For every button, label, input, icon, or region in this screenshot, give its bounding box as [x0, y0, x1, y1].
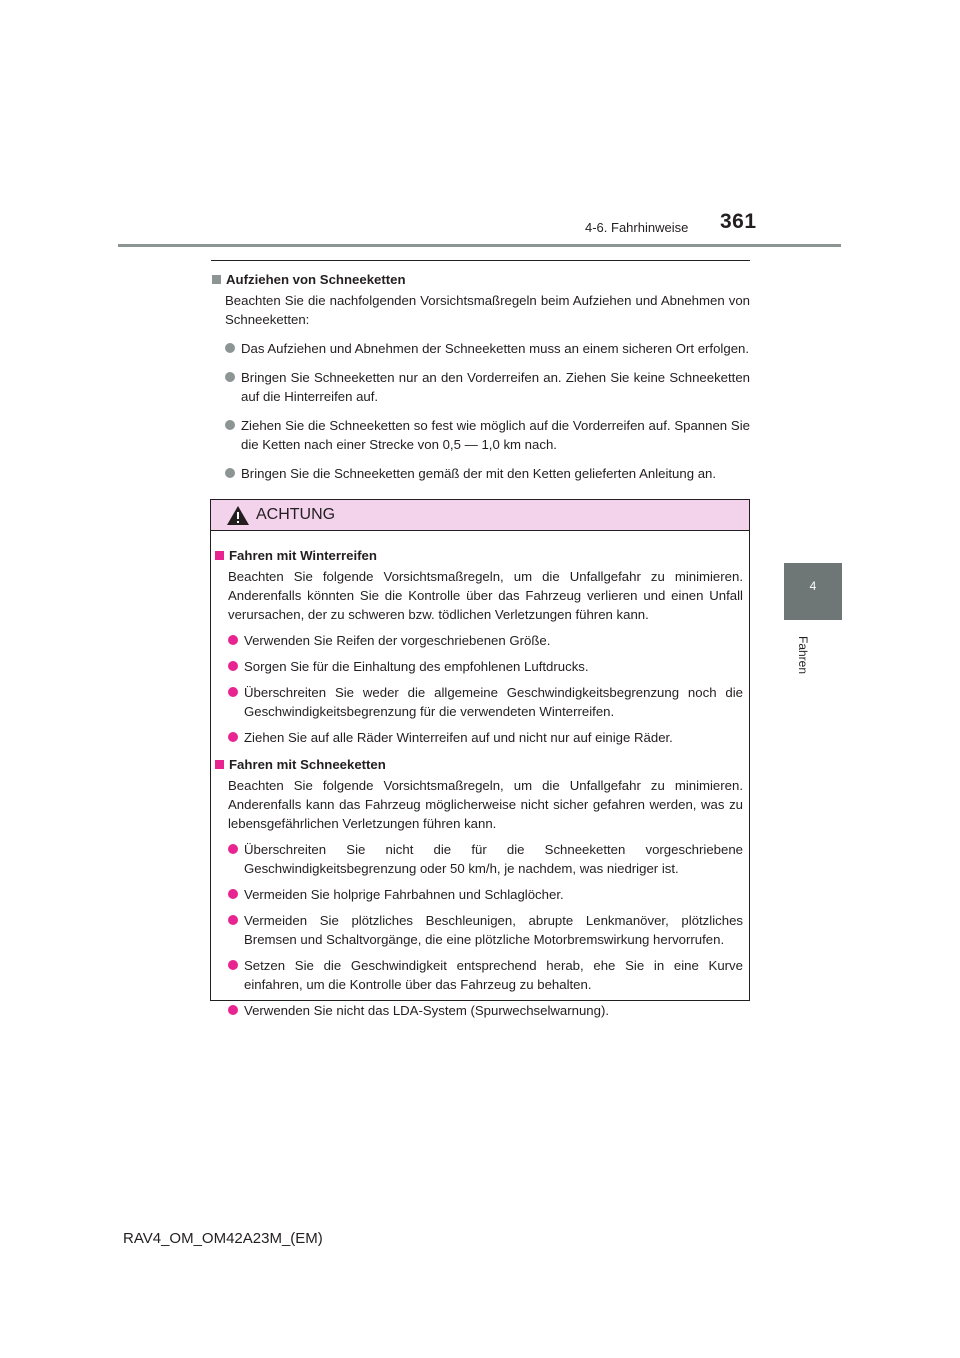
warning-header: [211, 500, 749, 531]
subheading-text: Fahren mit Schneeketten: [229, 757, 386, 772]
list-item: [228, 728, 743, 747]
warning-text: Beachten Sie folgende Vorsichtsmaßregeln, um die Unfallgefahr zu minimieren. Anderenfalls kann das Fahrzeug möglicherweise nicht sicher gefahren werden, was zu lebensgefährlichen Verletzungen führen kann.: [228, 778, 743, 831]
list-item: [228, 1001, 743, 1020]
list-item: [228, 956, 743, 994]
circle-bullet-icon: [228, 889, 238, 899]
circle-bullet-icon: [225, 372, 235, 382]
circle-bullet-icon: [228, 687, 238, 697]
circle-bullet-icon: [225, 468, 235, 478]
warning-body: [215, 542, 743, 1020]
list-item-text: Verwenden Sie nicht das LDA-System (Spurwechselwarnung).: [244, 1003, 610, 1018]
warning-title: ACHTUNG: [256, 506, 336, 523]
warning-box: [210, 499, 750, 1018]
list-item-text: Setzen Sie die Geschwindigkeit entsprechend herab, ehe Sie in eine Kurve einfahren, um die Kontrolle über das Fahrzeug zu behalten.: [244, 958, 743, 992]
list-item: [225, 339, 750, 358]
list-item: [228, 885, 743, 904]
warning-subheading: [215, 755, 743, 774]
warning-text: Beachten Sie folgende Vorsichtsmaßregeln, um die Unfallgefahr zu minimieren. Anderenfalls könnten Sie die Kontrolle über das Fahrzeug verlieren und einen Unfall verursachen, der zu schweren bzw. tödlichen Verletzungen führen kann.: [228, 569, 743, 622]
square-bullet-icon: [215, 760, 224, 769]
warning-subheading: [215, 546, 743, 565]
square-bullet-icon: [215, 551, 224, 560]
intro-text: Beachten Sie die nachfolgenden Vorsichtsmaßregeln beim Aufziehen und Abnehmen von Schneeketten:: [225, 293, 750, 327]
circle-bullet-icon: [225, 343, 235, 353]
warning-triangle-icon: [227, 506, 249, 525]
page-number: 361: [720, 210, 757, 233]
circle-bullet-icon: [228, 661, 238, 671]
list-item-text: Überschreiten Sie weder die allgemeine Geschwindigkeitsbegrenzung noch die Geschwindigkeitsbegrenzung für die verwendeten Winterreifen.: [244, 685, 743, 719]
list-item: [228, 840, 743, 878]
circle-bullet-icon: [228, 844, 238, 854]
list-item-text: Ziehen Sie die Schneeketten so fest wie möglich auf die Vorderreifen auf. Spannen Sie die Ketten nach einer Strecke von 0,5 — 1,0 km nach.: [241, 418, 750, 452]
list-item: [225, 416, 750, 454]
chapter-label-wrap: [796, 630, 810, 680]
document-code: RAV4_OM_OM42A23M_(EM): [123, 1230, 323, 1247]
circle-bullet-icon: [228, 732, 238, 742]
list-item-text: Verwenden Sie Reifen der vorgeschriebenen Größe.: [244, 633, 551, 648]
list-item: [225, 368, 750, 406]
list-item-text: Bringen Sie Schneeketten nur an den Vorderreifen an. Ziehen Sie keine Schneeketten auf die Hinterreifen auf.: [241, 370, 750, 404]
circle-bullet-icon: [228, 960, 238, 970]
circle-bullet-icon: [225, 420, 235, 430]
square-bullet-icon: [212, 275, 221, 284]
circle-bullet-icon: [228, 1005, 238, 1015]
list-item: [225, 464, 750, 483]
list-item-text: Sorgen Sie für die Einhaltung des empfohlenen Luftdrucks.: [244, 659, 589, 674]
list-item: [228, 911, 743, 949]
section-title: 4-6. Fahrhinweise: [585, 220, 689, 235]
subheading-text: Fahren mit Winterreifen: [229, 548, 377, 563]
list-item: [228, 683, 743, 721]
circle-bullet-icon: [228, 915, 238, 925]
circle-bullet-icon: [228, 635, 238, 645]
list-item-text: Das Aufziehen und Abnehmen der Schneeketten muss an einem sicheren Ort erfolgen.: [241, 341, 750, 356]
chapter-tab[interactable]: 4: [784, 563, 842, 620]
list-item: [228, 631, 743, 650]
list-item-text: Bringen Sie die Schneeketten gemäß der mit den Ketten gelieferten Anleitung an.: [241, 466, 717, 481]
list-item: [228, 657, 743, 676]
heading-text: Aufziehen von Schneeketten: [226, 272, 406, 287]
snow-chains-section: [212, 266, 750, 483]
list-item-text: Überschreiten Sie nicht die für die Schneeketten vorgeschriebene Geschwindigkeitsbegrenzung oder 50 km/h, je nachdem, was niedriger ist.: [244, 842, 743, 876]
list-item-text: Ziehen Sie auf alle Räder Winterreifen auf und nicht nur auf einige Räder.: [244, 730, 673, 745]
chapter-label: Fahren: [796, 635, 810, 675]
section-heading: [212, 270, 750, 289]
list-item-text: Vermeiden Sie plötzliches Beschleunigen, abrupte Lenkmanöver, plötzliches Bremsen und Schaltvorgänge, die eine plötzliche Motorbremswirkung hervorrufen.: [244, 913, 743, 947]
content-divider: [211, 260, 750, 261]
list-item-text: Vermeiden Sie holprige Fahrbahnen und Schlaglöcher.: [244, 887, 564, 902]
header-divider: [118, 244, 841, 247]
